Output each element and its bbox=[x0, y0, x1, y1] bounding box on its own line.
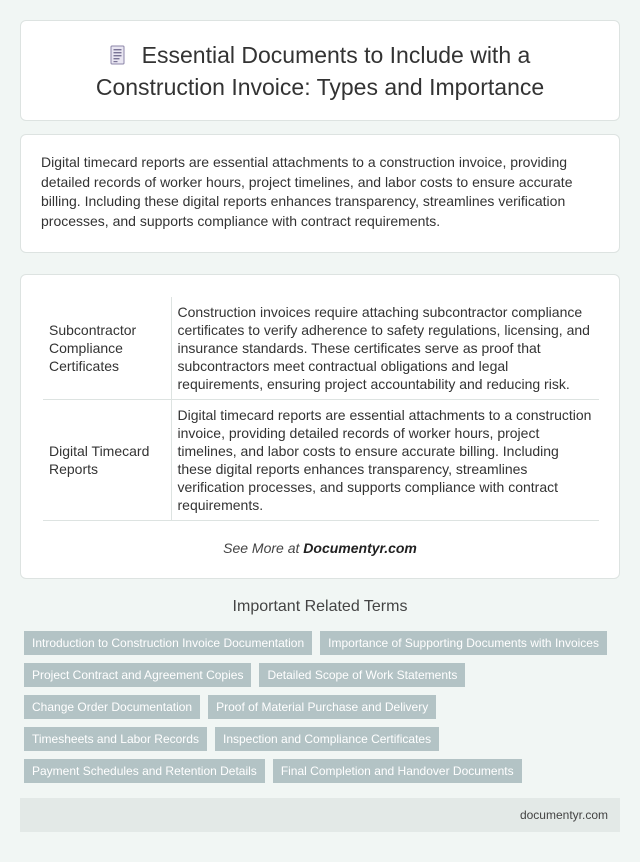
footer-site-link[interactable]: documentyr.com bbox=[519, 808, 608, 822]
intro-card bbox=[20, 134, 620, 253]
related-terms-heading: Important Related Terms bbox=[232, 598, 408, 615]
documents-table bbox=[43, 297, 599, 521]
footer bbox=[20, 798, 620, 832]
related-tag[interactable]: Detailed Scope of Work Statements bbox=[259, 663, 465, 687]
tag-row bbox=[24, 727, 624, 751]
table-row bbox=[43, 297, 599, 400]
related-tag[interactable]: Change Order Documentation bbox=[24, 695, 200, 719]
term-cell: Subcontractor Compliance Certificates bbox=[43, 297, 171, 400]
document-icon bbox=[110, 42, 126, 72]
page-title bbox=[96, 40, 544, 102]
title-line-1: Essential Documents to Include with a bbox=[141, 41, 531, 68]
description-cell: Digital timecard reports are essential attachments to a construction invoice, providing detailed records of worker hours, project timelines, and labor costs to ensure accurate billing. Including these digital reports enhances transparency, streamlines verification processes, and supports compliance with contract requirements. bbox=[171, 400, 599, 521]
intro-text: Digital timecard reports are essential attachments to a construction invoice, providing detailed records of worker hours, project timelines, and labor costs to ensure accurate billing. Including these digital reports enhances transparency, streamlines verification processes, and supports compliance with contract requirements. bbox=[41, 154, 573, 229]
tag-row bbox=[24, 663, 624, 687]
see-more bbox=[21, 540, 619, 556]
related-tag[interactable]: Payment Schedules and Retention Details bbox=[24, 759, 265, 783]
tag-row bbox=[24, 759, 624, 783]
related-tag[interactable]: Timesheets and Labor Records bbox=[24, 727, 207, 751]
see-more-prefix: See More at bbox=[223, 540, 304, 556]
title-card bbox=[20, 20, 620, 121]
related-tag[interactable]: Importance of Supporting Documents with Invoices bbox=[320, 631, 607, 655]
related-tag[interactable]: Inspection and Compliance Certificates bbox=[215, 727, 439, 751]
description-cell: Construction invoices require attaching subcontractor compliance certificates to verify adherence to safety regulations, licensing, and insurance standards. These certificates serve as proof that subcontractors meet contractual obligations and legal requirements, ensuring project accountability and reducing risk. bbox=[171, 297, 599, 400]
tag-row bbox=[24, 695, 624, 719]
related-terms-tags bbox=[24, 631, 624, 791]
table-row bbox=[43, 400, 599, 521]
tag-row bbox=[24, 631, 624, 655]
see-more-link[interactable]: Documentyr.com bbox=[303, 540, 417, 556]
related-tag[interactable]: Introduction to Construction Invoice Documentation bbox=[24, 631, 312, 655]
title-line-2: Construction Invoice: Types and Importance bbox=[95, 73, 545, 100]
table-card bbox=[20, 274, 620, 579]
related-tag[interactable]: Proof of Material Purchase and Delivery bbox=[208, 695, 436, 719]
term-cell: Digital Timecard Reports bbox=[43, 400, 171, 521]
related-tag[interactable]: Final Completion and Handover Documents bbox=[273, 759, 522, 783]
related-tag[interactable]: Project Contract and Agreement Copies bbox=[24, 663, 251, 687]
